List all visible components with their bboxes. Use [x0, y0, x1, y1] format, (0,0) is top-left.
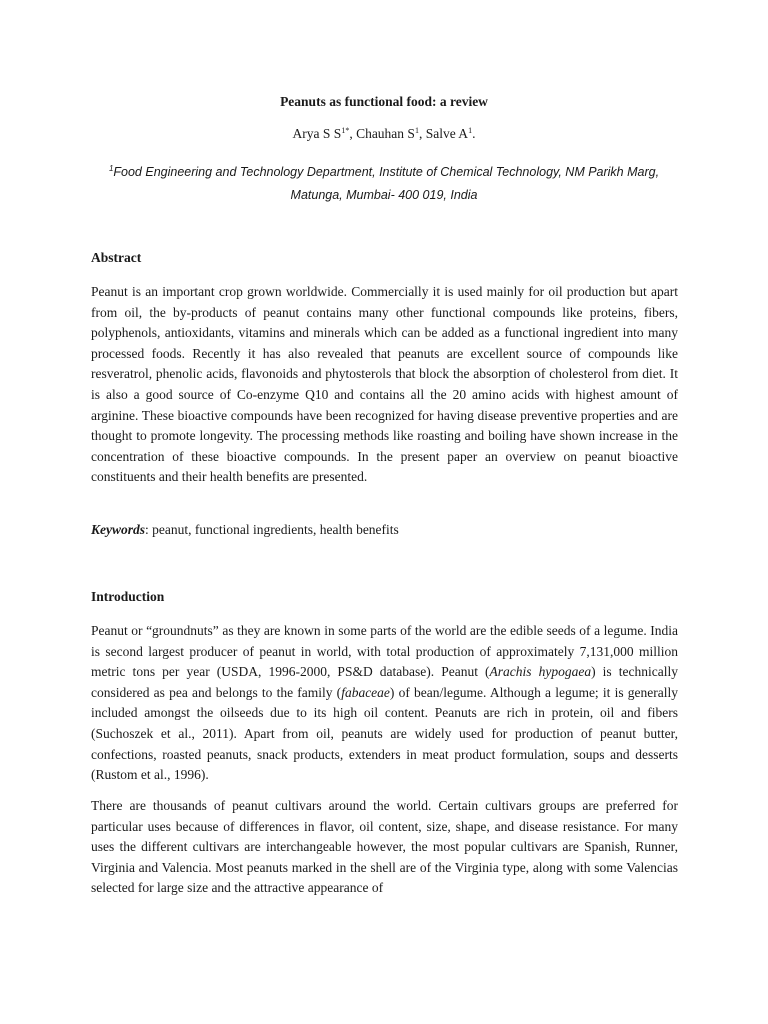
- introduction-paragraph-1: [91, 621, 678, 786]
- keywords-line: [91, 520, 678, 541]
- keywords-label: Keywords: [91, 522, 145, 537]
- intro-p1-part-c: ) of bean/legume. Although a legume; it is generally included amongst the oilseeds due to its high oil content. Peanuts are rich in protein, oil and fibers (Suchoszek et al., 2011). Apart from oil, peanuts are widely used for production of peanut butter, confections, roasted peanuts, snack products, extenders in meat product formulation, soups and desserts (Rustom et al., 1996).: [91, 684, 678, 783]
- affiliation-line-1: [0, 157, 768, 184]
- affiliation: [0, 157, 768, 207]
- abstract-heading: Abstract: [91, 250, 142, 265]
- author-list-end: .: [472, 126, 476, 141]
- abstract-text: Peanut is an important crop grown worldwide. Commercially it is used mainly for oil production but apart from oil, the by-products of peanut contains many other functional compounds like proteins, fibers, polyphenols, antioxidants, vitamins and minerals which can be added as a functional ingredient into many processed foods. Recently it has also revealed that peanuts are excellent source of compounds like resveratrol, phenolic acids, flavonoids and phytosterols that block the absorption of cholesterol from diet. It is also a good source of Co-enzyme Q10 and contains all the 20 amino acids with highest amount of arginine. These bioactive compounds have been recognized for having disease preventive properties and are thought to promote longevity. The processing methods like roasting and boiling have shown increase in the concentration of these bioactive compounds. In the present paper an overview on peanut bioactive constituents and their health benefits are presented.: [91, 284, 678, 485]
- author-1-superscript: 1*: [341, 126, 350, 135]
- family-name: fabaceae: [341, 684, 390, 700]
- keywords-text: : peanut, functional ingredients, health benefits: [145, 522, 399, 537]
- author-3: , Salve A: [418, 126, 469, 141]
- intro-p1-part-a: Peanut or “groundnuts” as they are known in some parts of the world are the edible seeds of a legume. India is second largest producer of peanut in world, with total production of approximately 7,131,000 million metric tons per year (USDA, 1996-2000, PS&D database). Peanut (: [91, 623, 678, 680]
- author-list: [0, 126, 768, 142]
- introduction-paragraph-2: There are thousands of peanut cultivars around the world. Certain cultivars groups are preferred for particular uses because of differences in flavor, oil content, size, shape, and disease resistance. For many uses the different cultivars are interchangeable however, the most popular cultivars are Spanish, Runner, Virginia and Valencia. Most peanuts marked in the shell are of the Virginia type, along with some Valencias selected for large size and the attractive appearance of: [91, 798, 678, 896]
- affiliation-superscript: 1: [108, 164, 114, 173]
- author-1: Arya S S: [292, 126, 342, 141]
- affiliation-line-2: Matunga, Mumbai- 400 019, India: [290, 188, 478, 202]
- author-2: , Chauhan S: [349, 126, 415, 141]
- author-3-superscript: 1: [468, 126, 473, 135]
- author-2-superscript: 1: [414, 126, 419, 135]
- introduction-heading: Introduction: [91, 589, 165, 604]
- paper-title: Peanuts as functional food: a review: [280, 94, 488, 109]
- affiliation-text-1: Food Engineering and Technology Department, Institute of Chemical Technology, NM Parikh Marg,: [113, 165, 660, 179]
- species-name: Arachis hypogaea: [489, 664, 592, 680]
- intro-p1-part-b: ) is technically considered as pea and belongs to the family (: [91, 664, 678, 700]
